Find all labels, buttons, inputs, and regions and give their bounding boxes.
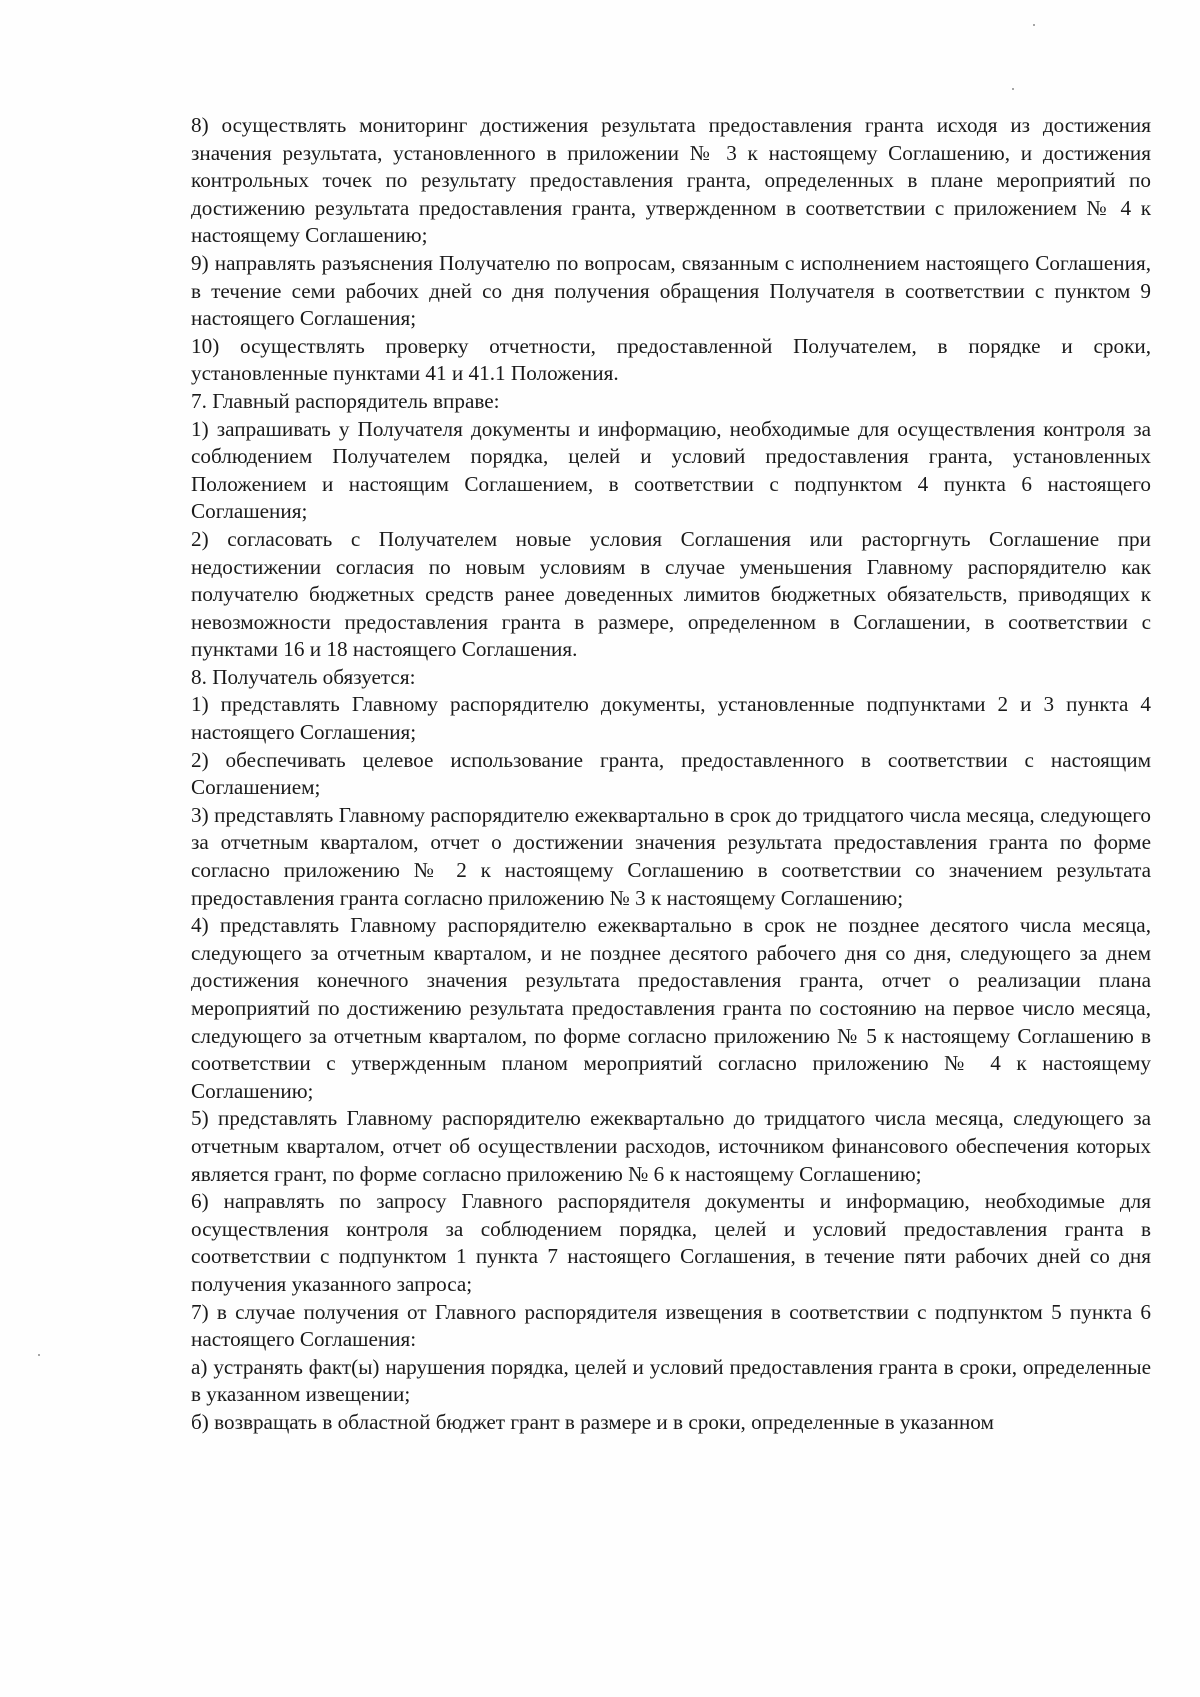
section-7-item-1: 1) запрашивать у Получателя документы и информацию, необходимые для осуществления контроля за соблюдением Получателем порядка, целей и условий предоставления гранта, установленных Положением и настоящим Соглашением, в соответствии с подпунктом 4 пункта 6 настоящего Соглашения; [191,416,1151,524]
scan-speck [38,1354,40,1356]
section-8-item-7b: б) возвращать в областной бюджет грант в размере и в сроки, определенные в указанном [191,1409,994,1434]
paragraph-8-monitoring: 8) осуществлять мониторинг достижения результата предоставления гранта исходя из достижения значения результата, установленного в приложении № 3 к настоящему Соглашению, и достижения контрольных точек по результату предоставления гранта, определенных в плане мероприятий по достижению результата предоставления гранта, утвержденном в соответствии с приложением № 4 к настоящему Соглашению; [191,113,1151,248]
section-8-item-5: 5) представлять Главному распорядителю ежеквартально до тридцатого числа месяца, следующего за отчетным кварталом, отчет об осуществлении расходов, источником финансового обеспечения которых является грант, по форме согласно приложению № 6 к настоящему Соглашению; [191,1106,1151,1186]
paragraph-9-clarifications: 9) направлять разъяснения Получателю по вопросам, связанным с исполнением настоящего Соглашения, в течение семи рабочих дней со дня получения обращения Получателя в соответствии с пунктом 9 настоящего Соглашения; [191,250,1151,331]
section-8-item-1: 1) представлять Главному распорядителю документы, установленные подпунктами 2 и 3 пункта 4 настоящего Соглашения; [191,692,1151,745]
section-8-item-7: 7) в случае получения от Главного распорядителя извещения в соответствии с подпунктом 5 пункта 6 настоящего Соглашения: [191,1299,1151,1352]
section-8-item-3: 3) представлять Главному распорядителю ежеквартально в срок до тридцатого числа месяца, следующего за отчетным кварталом, отчет о достижении значения результата предоставления гранта по форме согласно приложению № 2 к настоящему Соглашению в соответствии со значением результата предоставления гранта согласно приложению № 3 к настоящему Соглашению; [191,802,1151,910]
section-7-item-2: 2) согласовать с Получателем новые условия Соглашения или расторгнуть Соглашение при недостижении согласия по новым условиям в случае уменьшения Главному распорядителю как получателю бюджетных средств ранее доведенных лимитов бюджетных обязательств, приводящих к невозможности предоставления гранта в размере, определенном в Соглашении, в соответствии с пунктами 16 и 18 настоящего Соглашения. [191,526,1151,662]
scan-speck [1033,24,1035,26]
paragraph-10-report-check: 10) осуществлять проверку отчетности, предоставленной Получателем, в порядке и сроки, установленные пунктами 41 и 41.1 Положения. [191,333,1151,386]
section-8-heading: 8. Получатель обязуется: [191,664,416,689]
section-8-item-7a: а) устранять факт(ы) нарушения порядка, целей и условий предоставления гранта в сроки, определенные в указанном извещении; [191,1354,1151,1407]
section-8-item-4: 4) представлять Главному распорядителю ежеквартально в срок не позднее десятого числа месяца, следующего за отчетным кварталом, и не позднее десятого рабочего дня со дня, следующего за днем достижения конечного значения результата предоставления гранта, отчет о реализации плана мероприятий по достижению результата предоставления гранта по состоянию на первое число месяца, следующего за отчетным кварталом, по форме согласно приложению № 5 к настоящему Соглашению в соответствии с утвержденным планом мероприятий согласно приложению № 4 к настоящему Соглашению; [191,913,1151,1103]
section-8-item-6: 6) направлять по запросу Главного распорядителя документы и информацию, необходимые для осуществления контроля за соблюдением порядка, целей и условий предоставления гранта в соответствии с подпунктом 1 пункта 7 настоящего Соглашения, в течение пяти рабочих дней со дня получения указанного запроса; [191,1189,1151,1296]
document-body [191,112,1151,1437]
scan-speck [1012,88,1014,90]
section-8-item-2: 2) обеспечивать целевое использование гранта, предоставленного в соответствии с настоящим Соглашением; [191,747,1151,800]
section-7-heading: 7. Главный распорядитель вправе: [191,388,500,413]
